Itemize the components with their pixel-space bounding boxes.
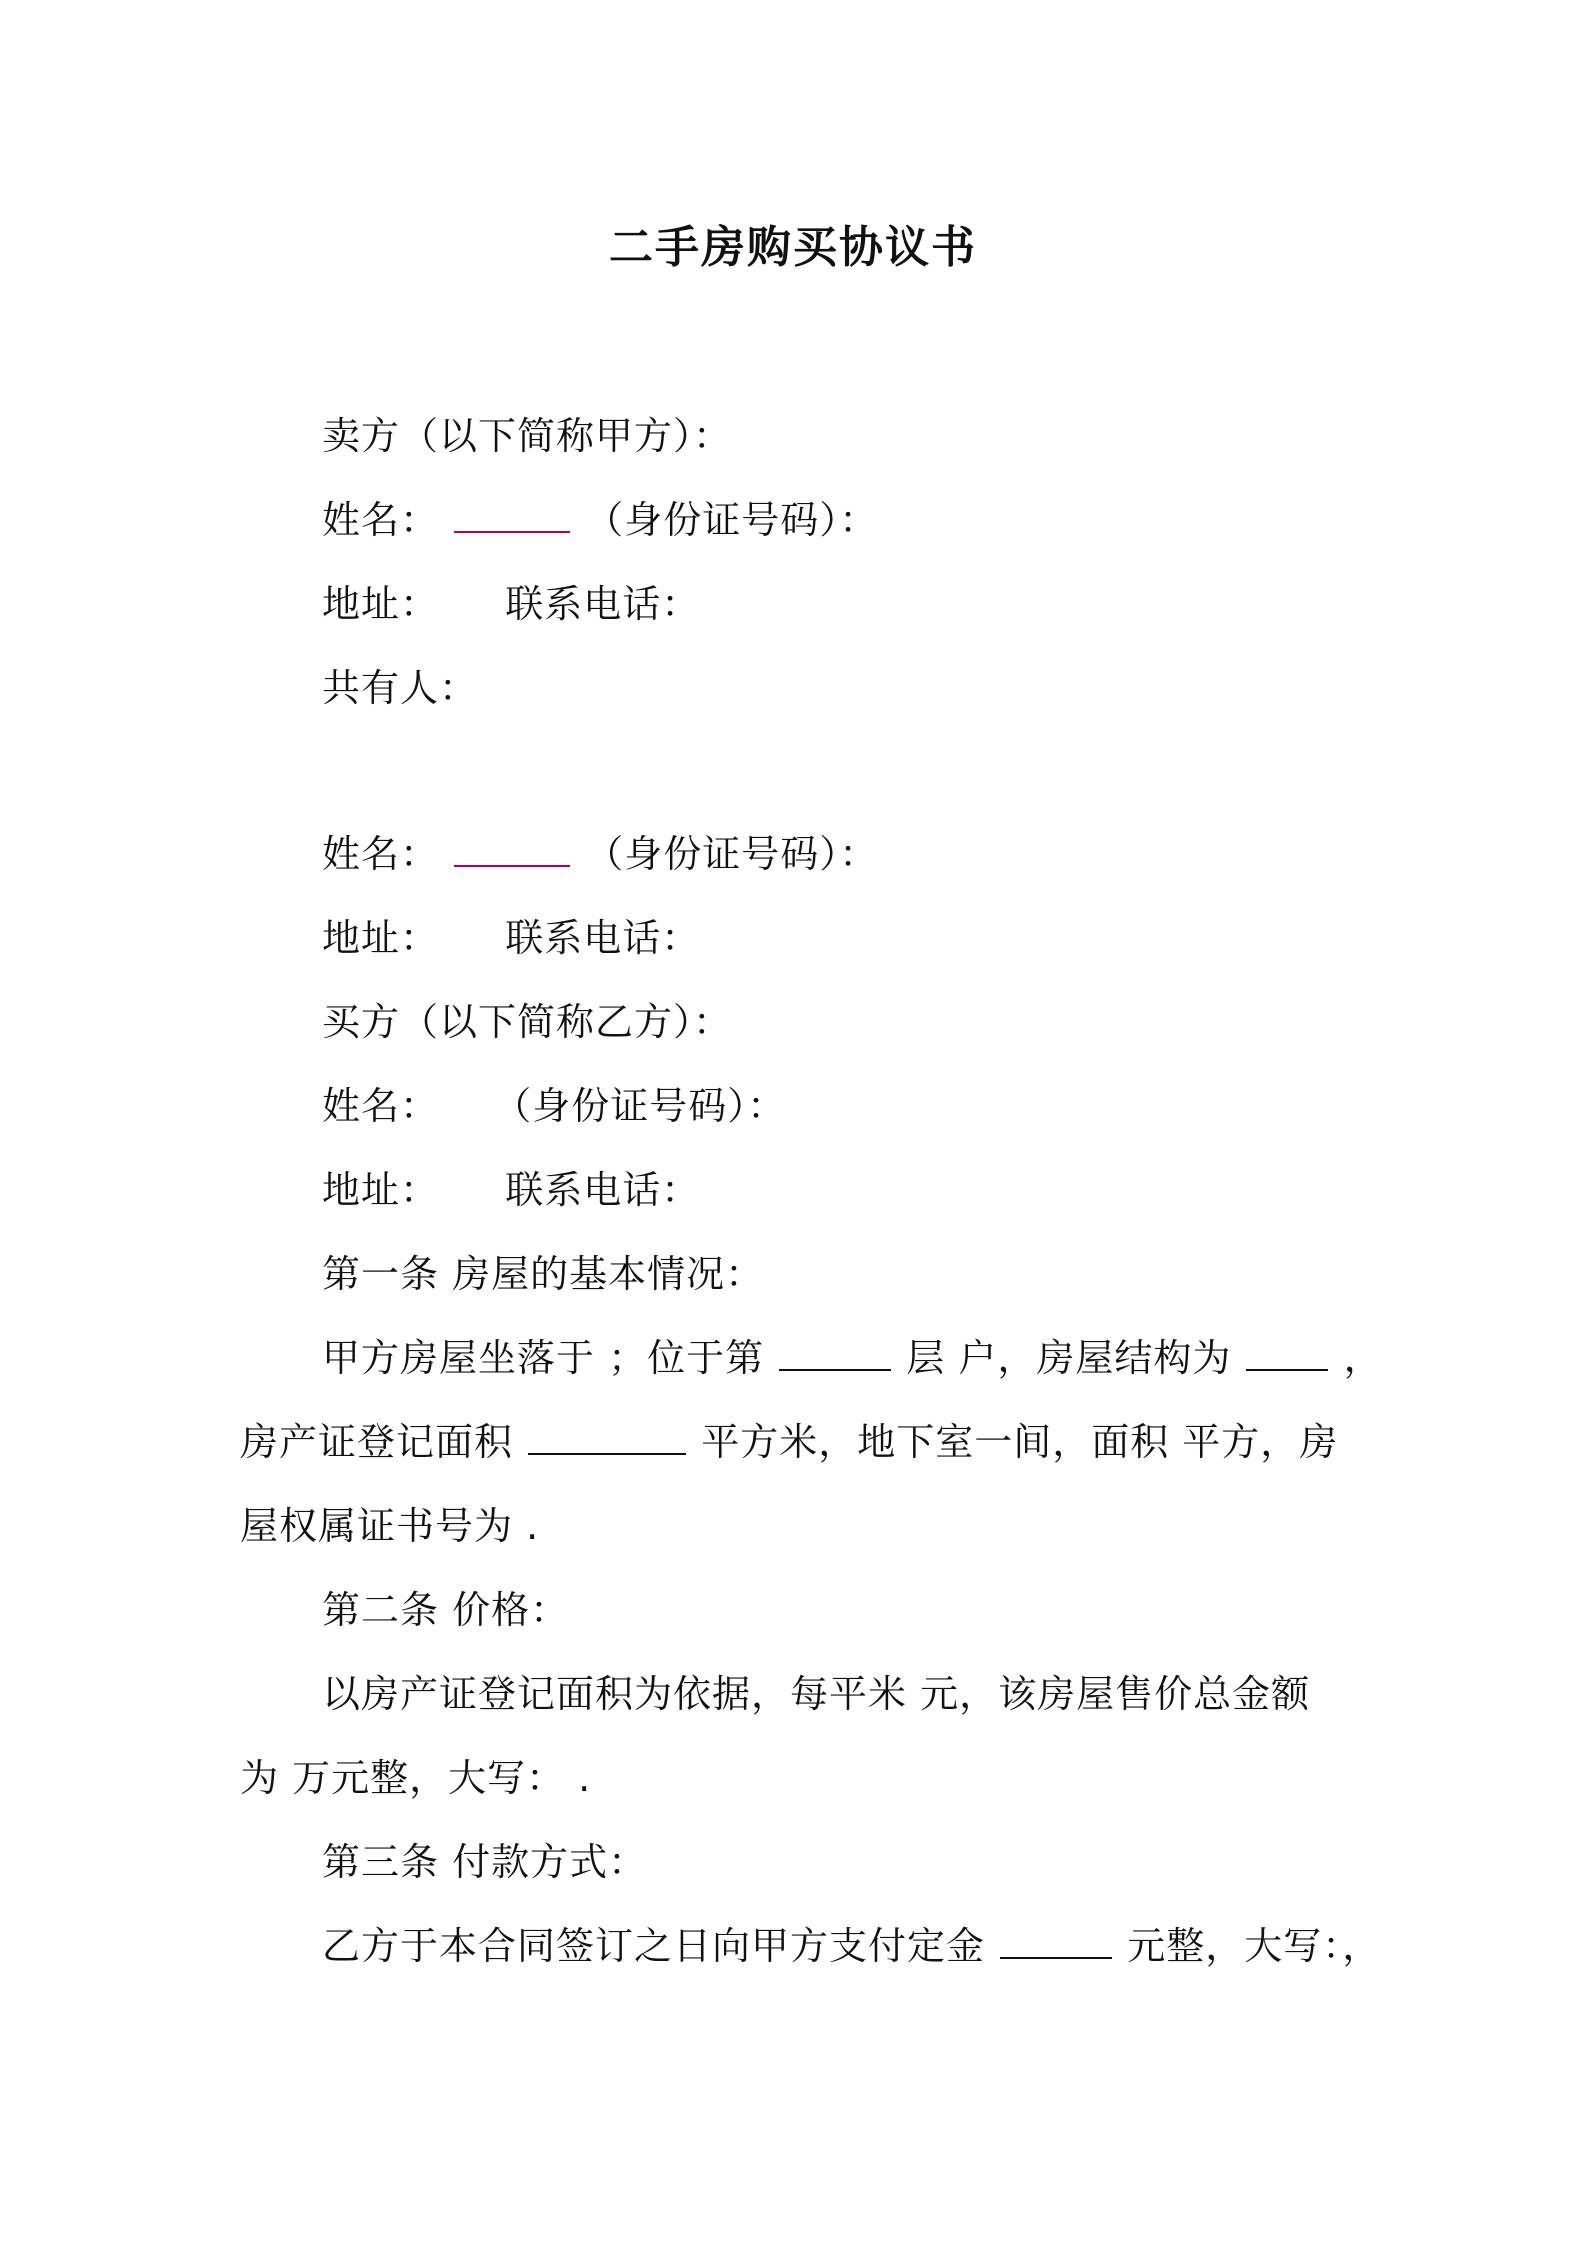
article1-text-c: ， [1343,1336,1383,1380]
document-title: 二手房购买协议书 [609,222,977,273]
co-owner-name-line [322,828,878,880]
article3-text-b: 元整，大写：， [1127,1924,1382,1968]
article1-text-d: 房产证登记面积 [240,1420,514,1464]
co-owner-name-label: 姓名： [322,832,440,876]
article2-line2: 为 万元整，大写： . [240,1756,592,1800]
article3-text-a: 乙方于本合同签订之日向甲方支付定金 [322,1924,986,1968]
buyer-heading: 买方（以下简称乙方）： [322,1000,733,1044]
co-owner-address-label: 地址： [322,916,440,960]
seller-phone-label: 联系电话： [505,582,701,626]
co-owner-heading: 共有人： [322,666,479,710]
article1-text-e: 平方米，地下室一间，面积 平方，房 [701,1420,1339,1464]
co-owner-phone-label: 联系电话： [505,916,701,960]
article1-line3: 屋权属证书号为 . [240,1504,540,1548]
seller-address-label: 地址： [322,582,440,626]
seller-name-blank [454,501,570,533]
buyer-name-label: 姓名： [322,1084,440,1128]
article1-line2 [240,1416,1338,1468]
article1-text-a: 甲方房屋坐落于 ；位于第 [322,1336,765,1380]
buyer-phone-label: 联系电话： [505,1168,701,1212]
article2-line1: 以房产证登记面积为依据，每平米 元，该房屋售价总金额 [322,1672,1311,1716]
buyer-address-line [322,1164,700,1216]
seller-address-line [322,578,700,630]
article2-heading: 第二条 价格： [322,1588,570,1632]
deposit-blank [1000,1927,1112,1959]
buyer-name-line [322,1080,786,1132]
buyer-id-label: （身份证号码）： [493,1084,787,1128]
area-blank [528,1423,686,1455]
co-owner-address-line [322,912,700,964]
seller-name-line [322,494,878,546]
article1-heading: 第一条 房屋的基本情况： [322,1252,765,1296]
article1-line1 [322,1332,1383,1384]
article3-heading: 第三条 付款方式： [322,1840,648,1884]
seller-name-label: 姓名： [322,498,440,542]
seller-id-label: （身份证号码）： [585,498,879,542]
structure-blank [1246,1339,1328,1371]
buyer-address-label: 地址： [322,1168,440,1212]
co-owner-name-blank [454,835,570,867]
seller-heading: 卖方（以下简称甲方）： [322,414,733,458]
article1-text-b: 层 户，房屋结构为 [906,1336,1232,1380]
floor-blank [779,1339,891,1371]
co-owner-id-label: （身份证号码）： [585,832,879,876]
article3-line1 [322,1920,1381,1972]
